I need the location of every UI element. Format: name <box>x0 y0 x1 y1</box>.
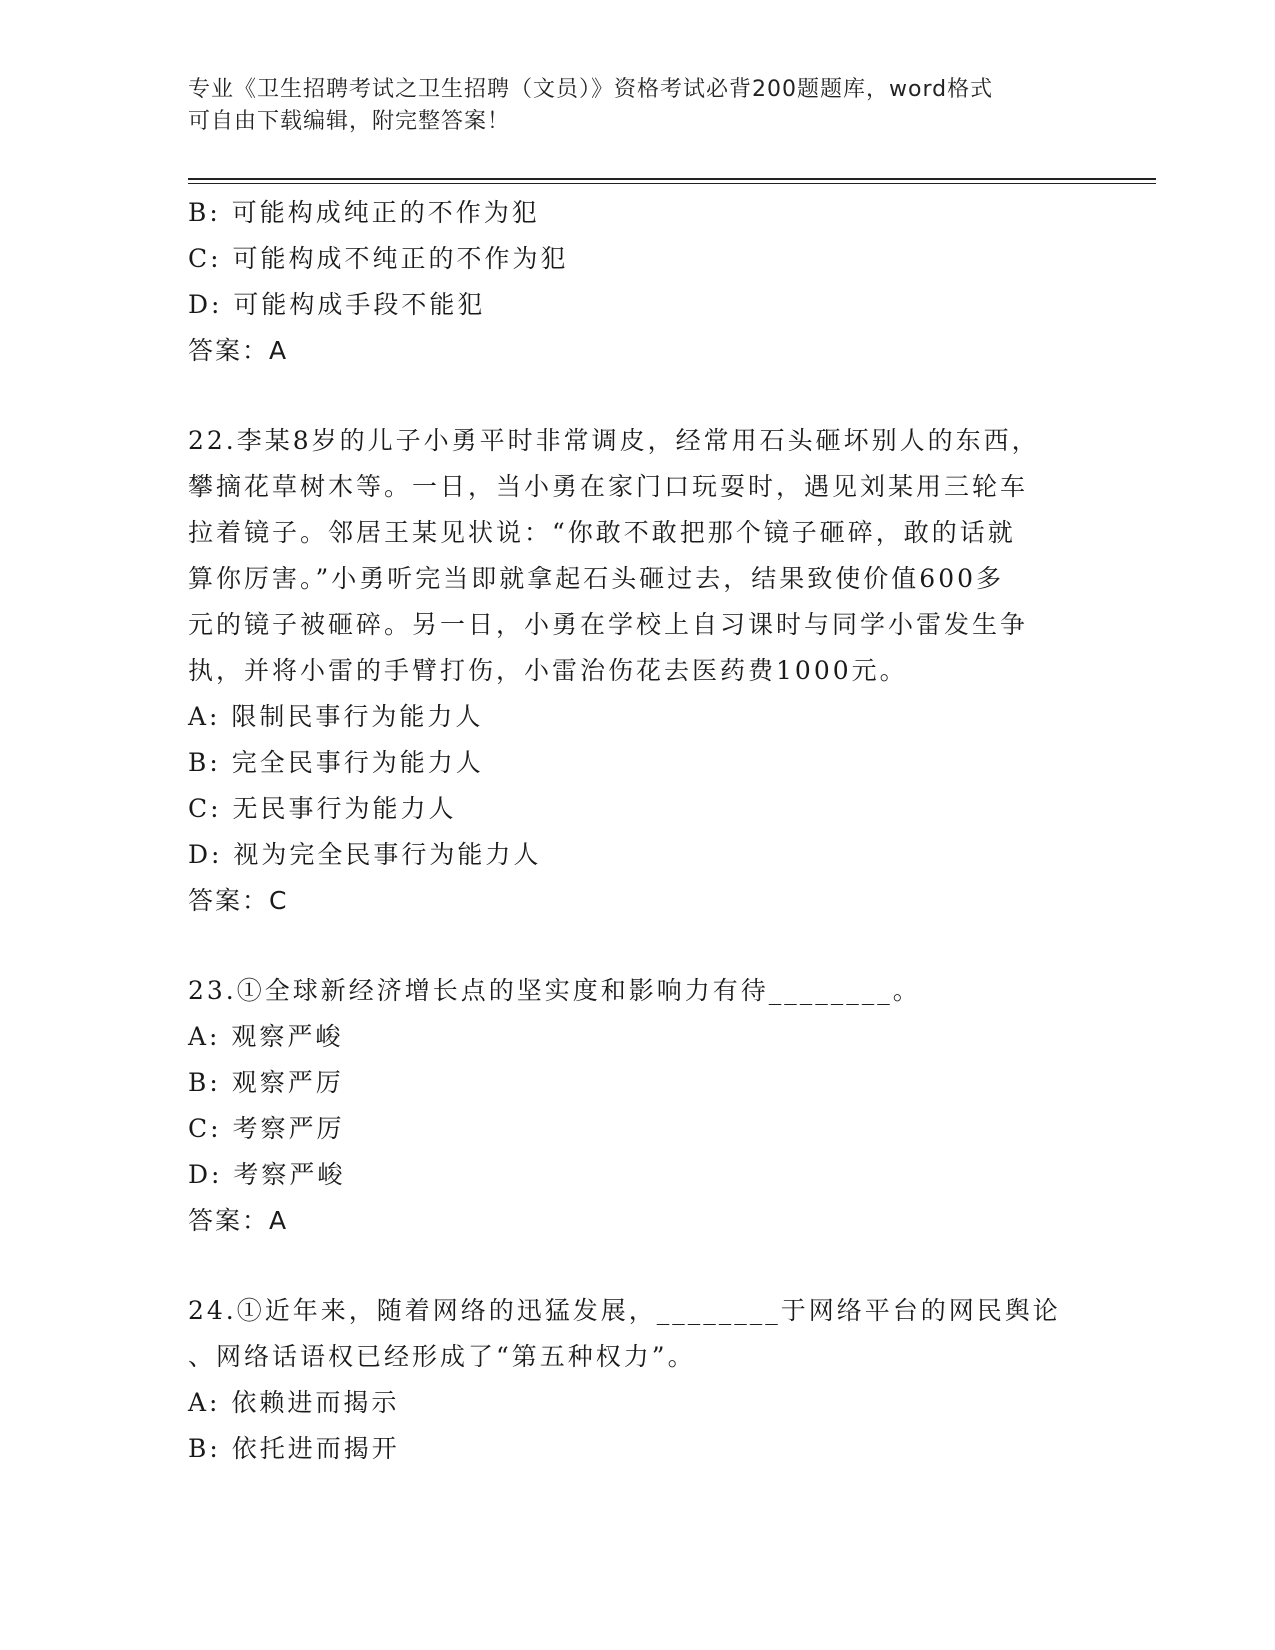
answer-line: 答案：A <box>188 1206 289 1235</box>
question-text-line: 23.①全球新经济增长点的坚实度和影响力有待________。 <box>188 976 921 1005</box>
option-b: B: 可能构成纯正的不作为犯 <box>188 198 540 227</box>
question-text-line: 、网络话语权已经形成了“第五种权力”。 <box>188 1342 696 1371</box>
header-divider-thick <box>188 178 1156 180</box>
option-c: C: 无民事行为能力人 <box>188 794 457 823</box>
option-d: D: 视为完全民事行为能力人 <box>188 840 542 869</box>
question-22 <box>188 418 1088 924</box>
question-text-line: 拉着镜子。邻居王某见状说：“你敢不敢把那个镜子砸碎，敢的话就 <box>188 518 1016 547</box>
spacer <box>188 1244 1088 1288</box>
option-a: A: 限制民事行为能力人 <box>188 702 484 731</box>
spacer <box>188 924 1088 968</box>
option-c: C: 考察严厉 <box>188 1114 345 1143</box>
option-d: D: 可能构成手段不能犯 <box>188 290 486 319</box>
question-24 <box>188 1288 1088 1472</box>
question-text-line: 攀摘花草树木等。一日，当小勇在家门口玩耍时，遇见刘某用三轮车 <box>188 472 1029 501</box>
header-title-line-2: 可自由下载编辑，附完整答案！ <box>188 109 511 134</box>
question-text-line: 22.李某8岁的儿子小勇平时非常调皮，经常用石头砸坏别人的东西， <box>188 426 1040 455</box>
question-text-line: 元的镜子被砸碎。另一日，小勇在学校上自习课时与同学小雷发生争 <box>188 610 1029 639</box>
question-21-continued <box>188 190 1088 374</box>
question-text-line: 算你厉害。”小勇听完当即就拿起石头砸过去，结果致使价值600多 <box>188 564 1005 593</box>
option-a: A: 观察严峻 <box>188 1022 344 1051</box>
option-d: D: 考察严峻 <box>188 1160 346 1189</box>
question-23 <box>188 968 1088 1244</box>
question-text-line: 执，并将小雷的手臂打伤，小雷治伤花去医药费1000元。 <box>188 656 908 685</box>
spacer <box>188 374 1088 418</box>
option-b: B: 依托进而揭开 <box>188 1434 400 1463</box>
header-divider-thin <box>188 183 1156 184</box>
question-text-line: 24.①近年来，随着网络的迅猛发展，________于网络平台的网民舆论 <box>188 1296 1061 1325</box>
answer-line: 答案：C <box>188 886 289 915</box>
option-b: B: 完全民事行为能力人 <box>188 748 484 777</box>
option-b: B: 观察严厉 <box>188 1068 344 1097</box>
option-c: C: 可能构成不纯正的不作为犯 <box>188 244 569 273</box>
header-title-line-1: 专业《卫生招聘考试之卫生招聘（文员）》资格考试必背200题题库，word格式 <box>188 77 994 102</box>
answer-line: 答案：A <box>188 336 289 365</box>
option-a: A: 依赖进而揭示 <box>188 1388 400 1417</box>
document-body <box>188 190 1088 1472</box>
document-header <box>188 74 1088 138</box>
